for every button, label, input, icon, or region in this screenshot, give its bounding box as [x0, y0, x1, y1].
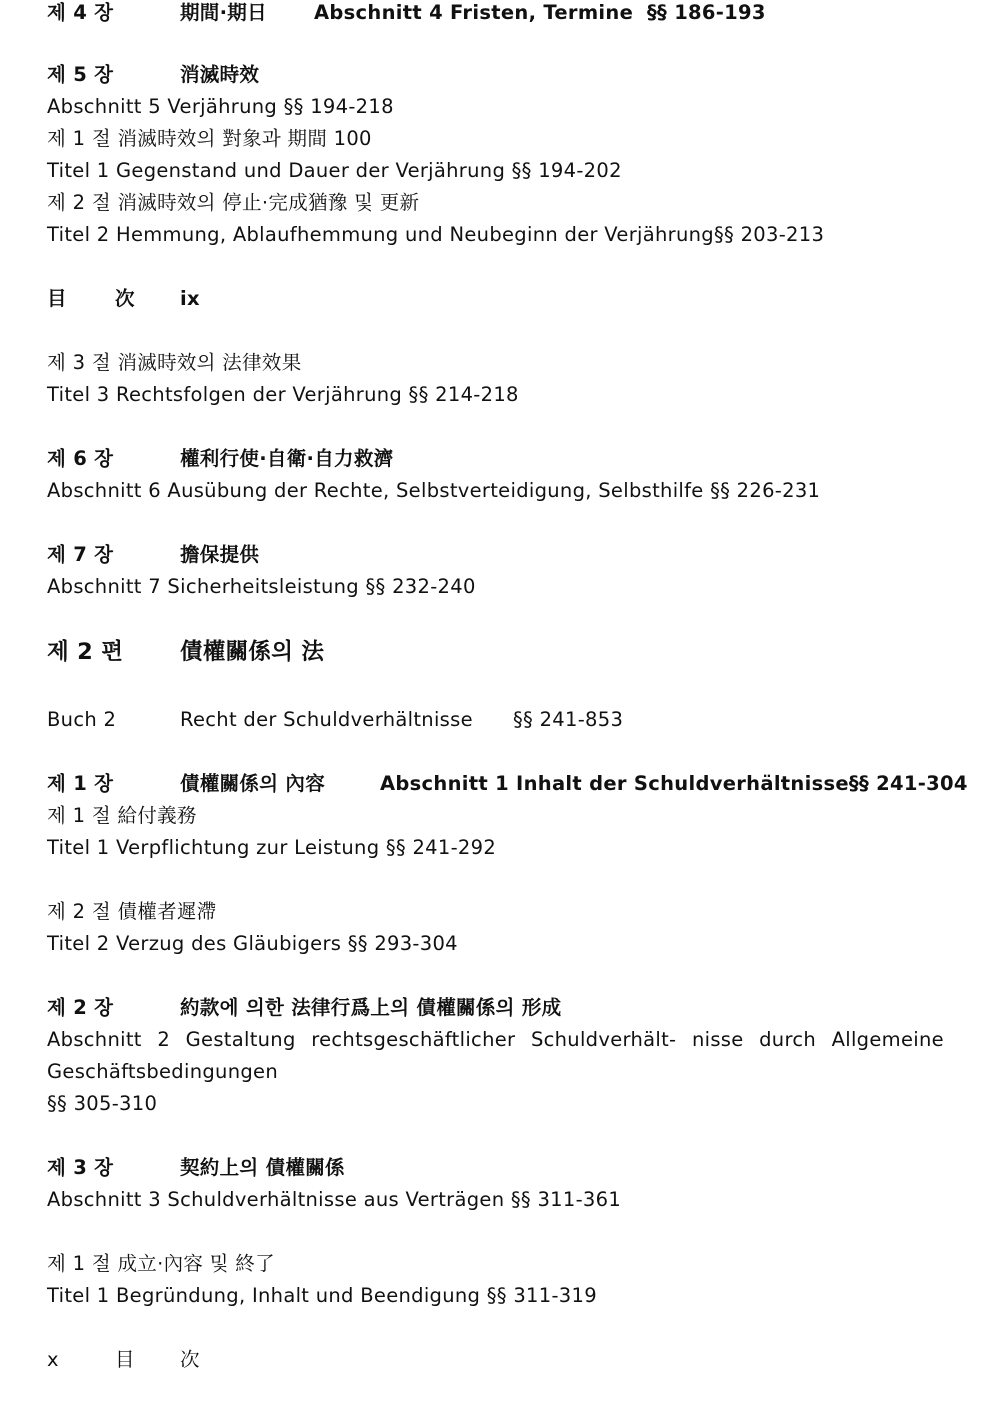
- toc-line: Titel 2 Hemmung, Ablaufhemmung und Neubeginn der Verjährung§§ 203-213: [47, 223, 825, 246]
- toc-line: 제 1 절 成立·內容 및 終了: [47, 1252, 275, 1275]
- word: Schuldverhält-: [530, 1028, 677, 1051]
- toc-line: Abschnitt 6 Ausübung der Rechte, Selbstverteidigung, Selbsthilfe §§ 226-231: [47, 479, 821, 502]
- heading-chapter-7: [47, 542, 260, 568]
- heading-chapter-4: [47, 0, 766, 26]
- word: 2: [157, 1028, 171, 1051]
- book-label: Buch 2: [47, 708, 117, 731]
- book-title-german: Recht der Schuldverhältnisse: [180, 708, 473, 731]
- word: Abschnitt: [47, 1028, 142, 1051]
- chapter-title-german: Abschnitt 4 Fristen, Termine: [314, 1, 634, 24]
- chapter-number: 제 4 장: [47, 1, 114, 24]
- toc-line: Titel 2 Verzug des Gläubigers §§ 293-304: [47, 932, 458, 955]
- book-number: 제 2 편: [47, 639, 124, 665]
- toc-line: Abschnitt 3 Schuldverhältnisse aus Verträgen §§ 311-361: [47, 1188, 622, 1211]
- chapter-title-korean: 權利行使·自衛·自力救濟: [180, 447, 394, 470]
- page-number: ix: [180, 287, 200, 310]
- toc-line: 제 1 절 消滅時效의 對象과 期間 100: [47, 127, 372, 150]
- toc-line: Titel 3 Rechtsfolgen der Verjährung §§ 214-218: [47, 383, 519, 406]
- toc-line: Abschnitt 5 Verjährung §§ 194-218: [47, 95, 394, 118]
- book-title-korean: 債權關係의 法: [180, 639, 325, 665]
- chapter-number: 제 6 장: [47, 447, 114, 470]
- word: rechtsgeschäftlicher: [311, 1028, 516, 1051]
- heading-chapter-5: [47, 62, 260, 88]
- book-line: [47, 707, 624, 733]
- chapter-number: 제 1 장: [47, 772, 114, 795]
- chapter-number: 제 2 장: [47, 996, 114, 1019]
- header-char: 次: [115, 287, 135, 310]
- chapter-title-korean: 消滅時效: [180, 63, 260, 86]
- word: Gestaltung: [185, 1028, 296, 1051]
- section-range: §§ 186-193: [647, 1, 766, 24]
- header-char: 目: [115, 1348, 135, 1371]
- toc-line: 제 3 절 消滅時效의 法律效果: [47, 351, 302, 374]
- heading-chapter-2: [47, 995, 562, 1021]
- toc-line: Titel 1 Gegenstand und Dauer der Verjährung §§ 194-202: [47, 159, 622, 182]
- word: durch: [759, 1028, 817, 1051]
- section-range: §§ 241-853: [513, 708, 624, 731]
- word: Allgemeine: [831, 1028, 944, 1051]
- chapter-number: 제 7 장: [47, 543, 114, 566]
- chapter-title-korean: 約款에 의한 法律行爲上의 債權關係의 形成: [180, 996, 562, 1019]
- toc-line: Titel 1 Verpflichtung zur Leistung §§ 241-292: [47, 836, 497, 859]
- chapter-title-korean: 契約上의 債權關係: [180, 1156, 345, 1179]
- chapter-title-korean: 債權關係의 內容: [180, 772, 326, 795]
- toc-line: Titel 1 Begründung, Inhalt und Beendigung §§ 311-319: [47, 1284, 597, 1307]
- chapter-title-korean: 擔保提供: [180, 543, 260, 566]
- heading-chapter-3: [47, 1155, 345, 1181]
- page-number: x: [47, 1348, 59, 1371]
- toc-line: 제 1 절 給付義務: [47, 804, 197, 827]
- running-footer: [47, 1347, 200, 1373]
- heading-chapter-6: [47, 446, 394, 472]
- chapter-number: 제 5 장: [47, 63, 114, 86]
- header-char: 目: [47, 287, 67, 310]
- word: nisse: [691, 1028, 744, 1051]
- toc-line: Geschäftsbedingungen: [47, 1060, 278, 1083]
- running-header: [47, 286, 200, 312]
- toc-line: §§ 305-310: [47, 1092, 158, 1115]
- header-char: 次: [180, 1348, 200, 1371]
- chapter-title-korean: 期間·期日: [180, 1, 267, 24]
- heading-chapter-1: [47, 771, 968, 797]
- chapter-number: 제 3 장: [47, 1156, 114, 1179]
- toc-line: 제 2 절 消滅時效의 停止·完成猶豫 및 更新: [47, 191, 420, 214]
- heading-book-2: [47, 639, 325, 665]
- justified-toc-line: [47, 1027, 944, 1053]
- toc-line: 제 2 절 債權者遲滯: [47, 900, 217, 923]
- chapter-title-german: Abschnitt 1 Inhalt der Schuldverhältnisse§§ 241-304: [380, 772, 968, 795]
- toc-line: Abschnitt 7 Sicherheitsleistung §§ 232-240: [47, 575, 476, 598]
